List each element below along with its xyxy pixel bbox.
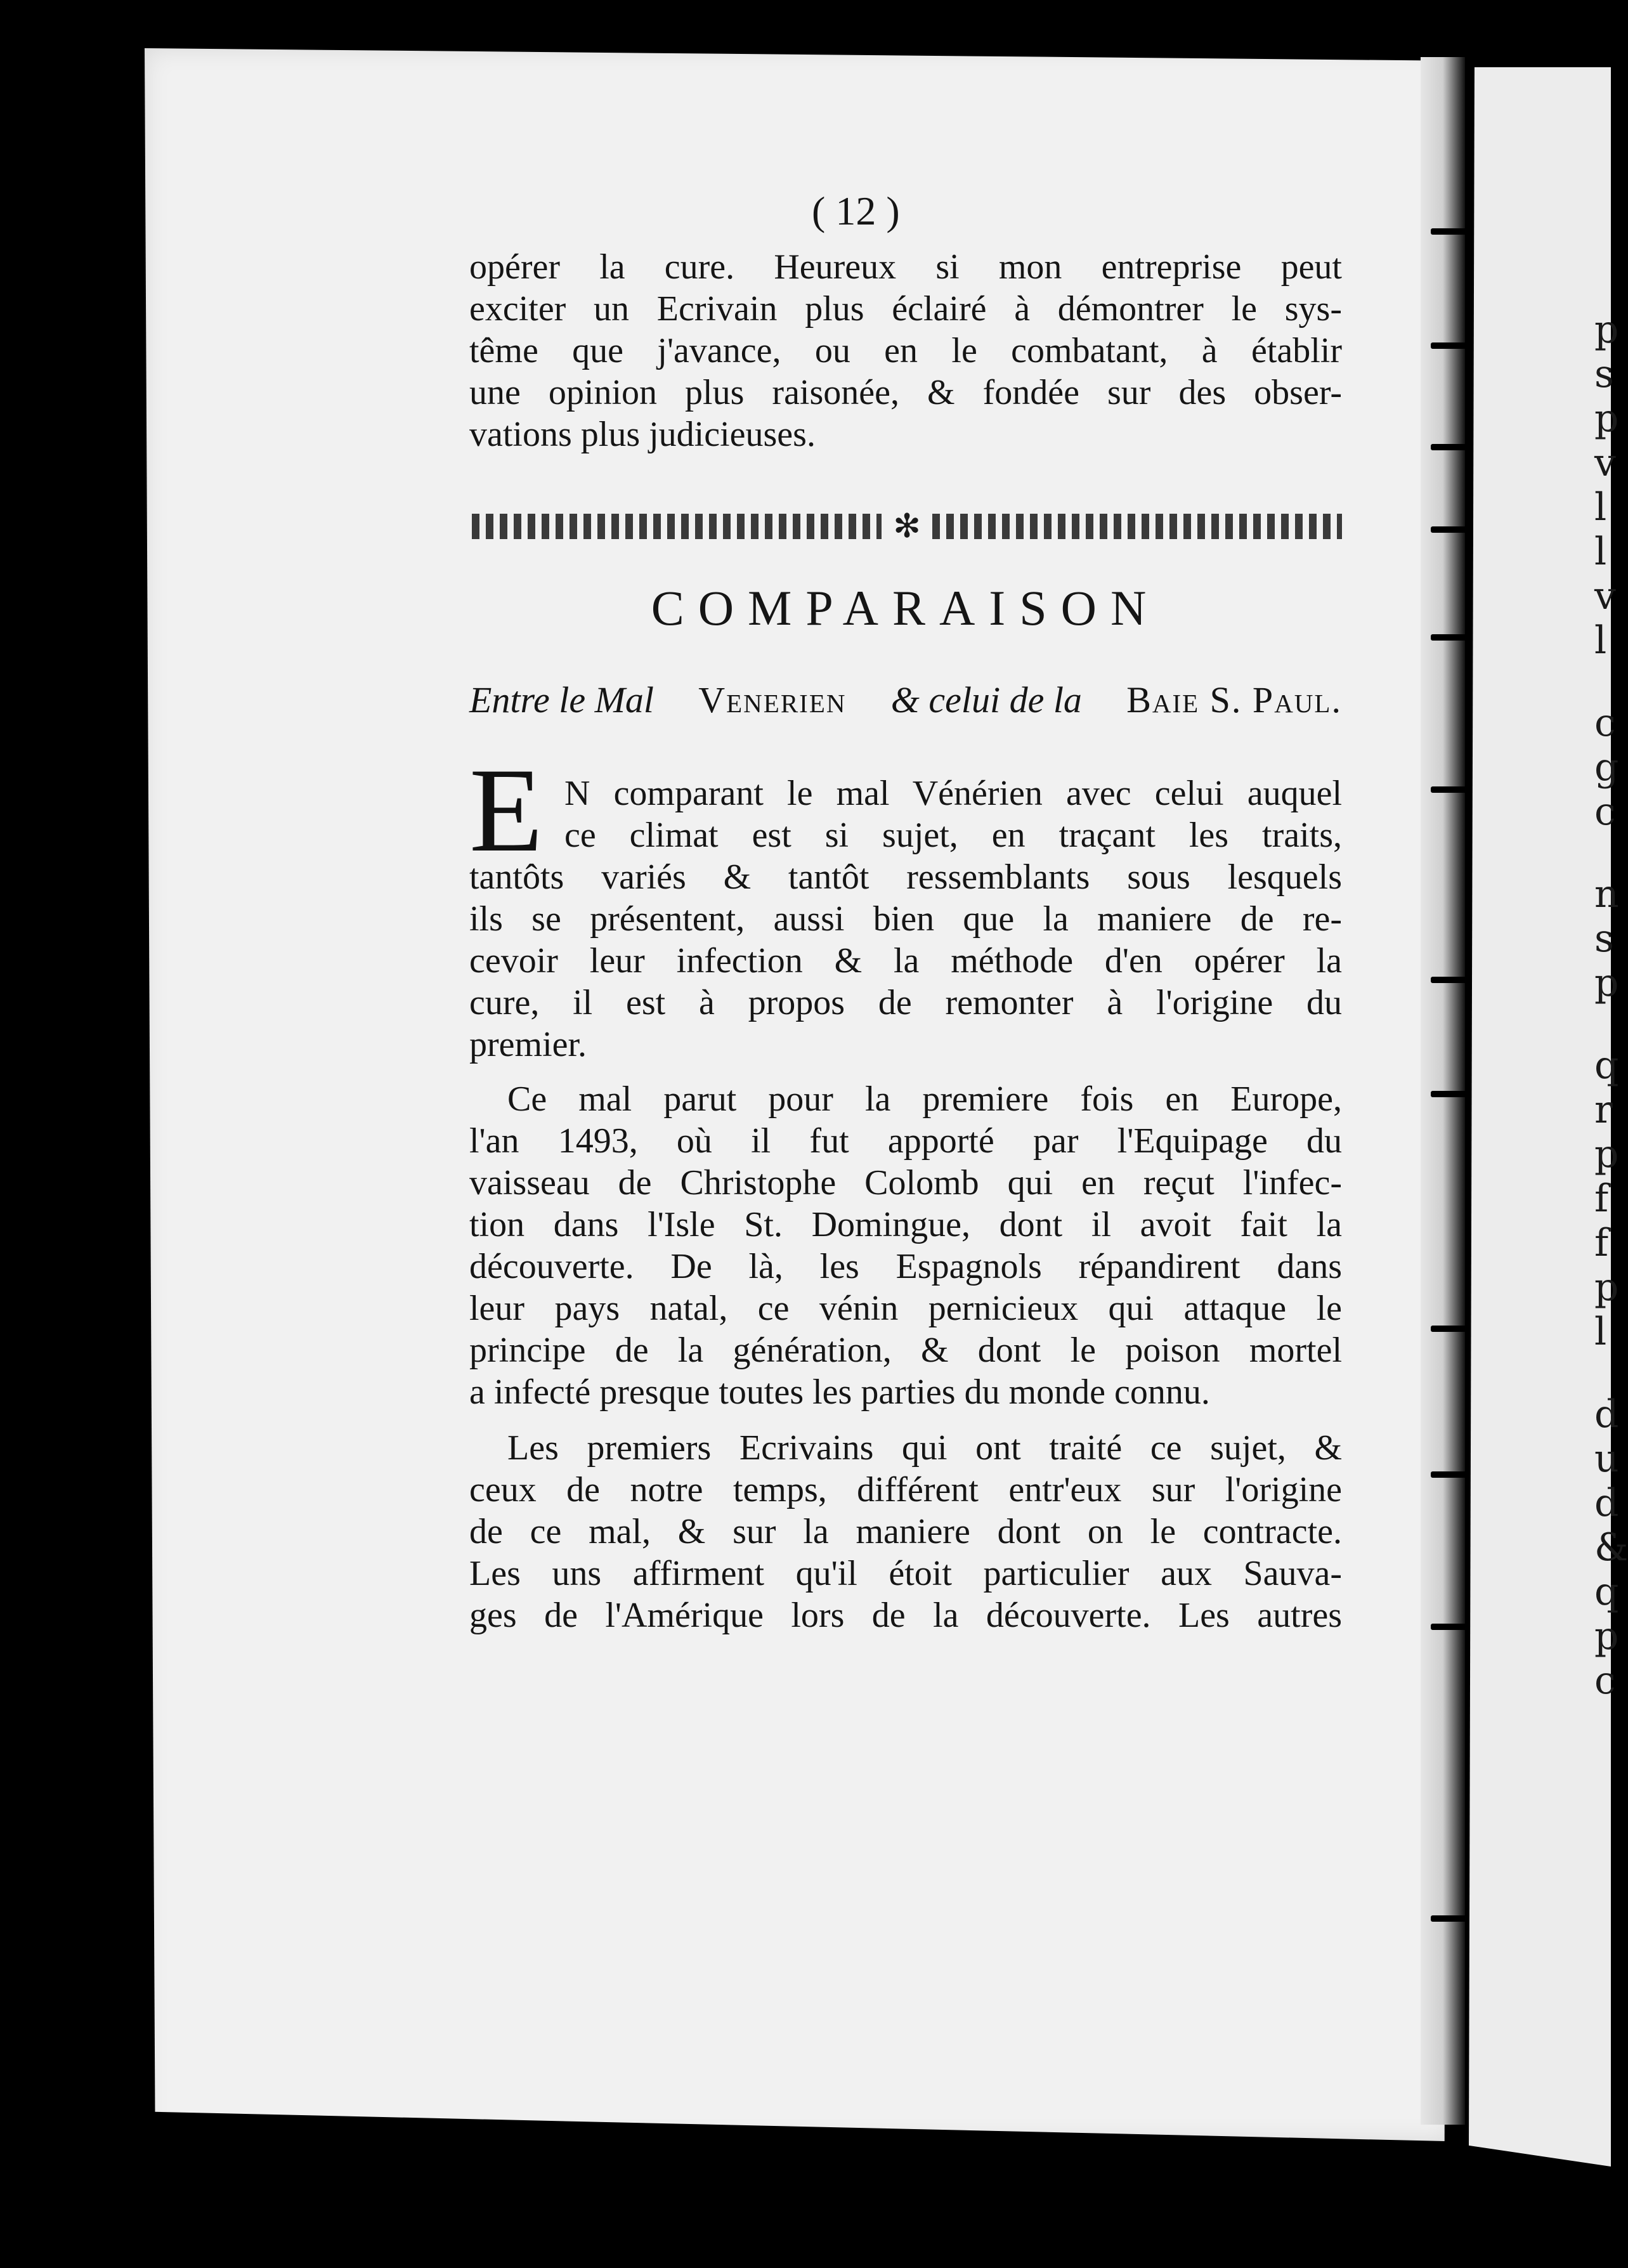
edge-mark [1431, 526, 1469, 533]
facing-page-letter: p [1594, 1614, 1619, 1659]
page-number: ( 12 ) [812, 188, 900, 233]
text-line: opérer la cure. Heureux si mon entreprise peut [469, 247, 1342, 287]
drop-cap: E [469, 744, 544, 877]
edge-mark [1431, 1624, 1469, 1630]
text-line: vaisseau de Christophe Colomb qui en reçut l'infec- [469, 1163, 1342, 1202]
text-line: cure, il est à propos de remonter à l'origine du [469, 983, 1342, 1022]
text-line: de ce mal, & sur la maniere dont on le contracte. [469, 1512, 1342, 1551]
ornament-rule [472, 507, 1342, 545]
facing-page-letter: f [1594, 1176, 1609, 1221]
text-line: ceux de notre temps, différent entr'eux sur l'origine [469, 1470, 1342, 1509]
facing-page-letter: c [1594, 1659, 1616, 1703]
text-line: l'an 1493, où il fut apporté par l'Equipage du [469, 1121, 1342, 1161]
subtitle-part: & celui de la [890, 679, 1082, 720]
text-line: Les uns affirment qu'il étoit particulier aux Sauva- [469, 1554, 1342, 1593]
facing-page-letter: f [1594, 1221, 1609, 1265]
paragraph [469, 1427, 1342, 1636]
text-line: premier. [469, 1025, 587, 1064]
ornament-right [932, 514, 1342, 539]
facing-page-letter: u [1594, 1437, 1619, 1481]
text-line: a infecté presque toutes les parties du monde connu. [469, 1372, 1210, 1412]
text-line: tême que j'avance, ou en le combatant, à établir [469, 331, 1342, 370]
text-line: découverte. De là, les Espagnols répandirent dans [469, 1247, 1342, 1286]
text-line: Les premiers Ecrivains qui ont traité ce sujet, & [507, 1428, 1342, 1468]
edge-mark [1431, 1091, 1469, 1097]
text-line: ges de l'Amérique lors de la découverte. Les autres [469, 1596, 1342, 1635]
text-line: une opinion plus raisonée, & fondée sur des obser- [469, 373, 1342, 412]
text-line: cevoir leur infection & la méthode d'en opérer la [469, 941, 1342, 981]
facing-page-letter: n [1594, 872, 1619, 916]
facing-page-letter: q [1594, 1570, 1619, 1614]
facing-page-letter: v [1594, 441, 1616, 485]
paragraph [469, 772, 1342, 1066]
text-line: principe de la génération, & dont le poison mortel [469, 1331, 1342, 1370]
facing-page-letter: l [1594, 485, 1607, 530]
facing-page-letter: r [1594, 1088, 1613, 1132]
facing-page-letter: c [1594, 790, 1616, 834]
facing-page-letter: d [1594, 1392, 1619, 1437]
facing-page-letter: l [1594, 618, 1607, 663]
top-paragraph [469, 246, 1342, 455]
edge-mark [1431, 444, 1469, 450]
edge-mark [1431, 1915, 1469, 1922]
facing-page-letter: p [1594, 1265, 1619, 1310]
facing-page-letter: g [1594, 745, 1619, 790]
edge-mark [1431, 342, 1469, 349]
edge-mark [1431, 634, 1469, 641]
facing-page-letter: s [1594, 352, 1614, 396]
facing-page-letter: d [1594, 1481, 1619, 1525]
edge-mark [1431, 228, 1469, 235]
edge-mark [1431, 786, 1469, 793]
text-line: leur pays natal, ce vénin pernicieux qui attaque le [469, 1289, 1342, 1328]
edge-mark [1431, 1471, 1469, 1478]
facing-page-letter: & [1594, 1525, 1628, 1570]
facing-page-letter: p [1594, 1132, 1619, 1176]
facing-page-letter: p [1594, 396, 1619, 441]
facing-page [1469, 67, 1611, 2167]
text-line: exciter un Ecrivain plus éclairé à démontrer le sys- [469, 289, 1342, 329]
subtitle-part: Venerien [698, 679, 847, 720]
edge-mark [1431, 1326, 1469, 1332]
facing-page-letter: l [1594, 530, 1607, 574]
facing-page-letter: l [1594, 1310, 1607, 1354]
facing-page-letter: p [1594, 961, 1619, 1005]
facing-page-letter: q [1594, 1043, 1619, 1088]
ornament-left [472, 514, 882, 539]
edge-mark [1431, 977, 1469, 983]
text-line: Ce mal parut pour la premiere fois en Europe, [507, 1079, 1342, 1119]
text-line: N comparant le mal Vénérien avec celui auquel [564, 774, 1342, 813]
facing-page-letter: v [1594, 574, 1616, 618]
ornament-center-icon: ✻ [893, 507, 921, 545]
facing-page-letter: s [1594, 916, 1614, 961]
text-line: ce climat est si sujet, en traçant les traits, [564, 816, 1342, 855]
section-heading: COMPARAISON [651, 580, 1161, 635]
paragraph [469, 1078, 1342, 1413]
text-line: tion dans l'Isle St. Domingue, dont il avoit fait la [469, 1205, 1342, 1244]
text-line: ils se présentent, aussi bien que la maniere de re- [469, 899, 1342, 939]
subtitle-part: Baie S. Paul. [1126, 679, 1342, 720]
facing-page-letter: p [1594, 308, 1619, 352]
section-subtitle [469, 679, 1342, 721]
facing-page-letter: c [1594, 701, 1616, 745]
text-line: vations plus judicieuses. [469, 415, 816, 454]
text-line: tantôts variés & tantôt ressemblants sous lesquels [469, 857, 1342, 897]
subtitle-part: Entre le Mal [469, 679, 654, 720]
